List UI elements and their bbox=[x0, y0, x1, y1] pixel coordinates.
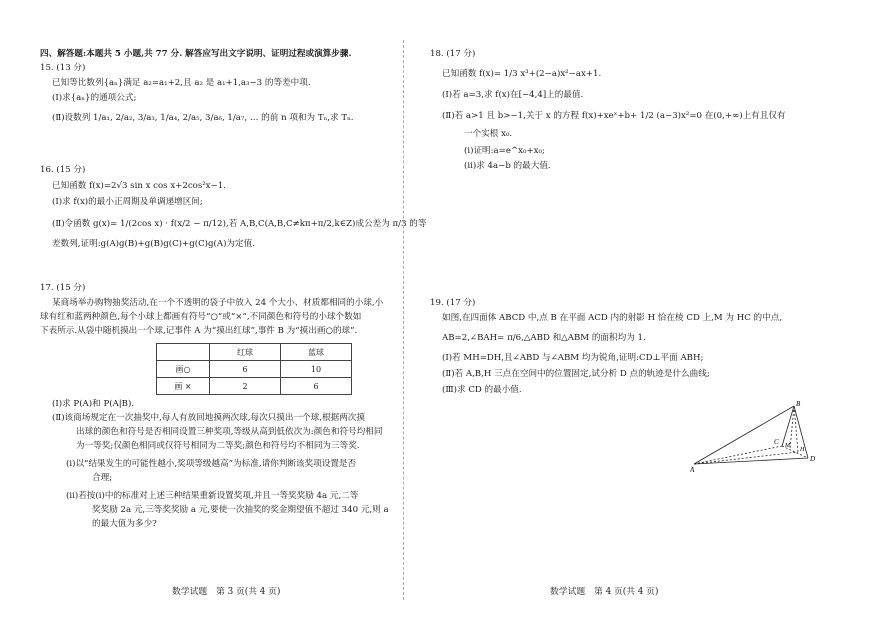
q17-stem-3: 下表所示.从袋中随机摸出一个球,记事件 A 为“摸出红球”,事件 B 为“摸出画○的球”. bbox=[40, 326, 358, 336]
q19-part3: (Ⅲ)求 CD 的最小值. bbox=[442, 385, 522, 395]
table-cell: 10 bbox=[281, 361, 352, 378]
q17-subpart-i: (ⅰ)以“结果发生的可能性越小,奖项等级越高”为标准,请你判断该奖项设置是否 bbox=[66, 459, 357, 469]
table-cell: 6 bbox=[281, 378, 352, 395]
q17-part1: (Ⅰ)求 P(A)和 P(A|B). bbox=[52, 399, 135, 409]
label-b: B bbox=[796, 400, 801, 408]
q17-part2-line2: 出球的颜色和符号是否相同设置三种奖项,等级从高到低依次为:颜色和符号均相同 bbox=[76, 427, 383, 437]
q16-heading: 16. (15 分) bbox=[40, 165, 86, 175]
q17-stem-1: 某商场举办购物抽奖活动,在一个不透明的袋子中放入 24 个大小、材质都相同的小球,小 bbox=[52, 298, 384, 308]
table-header-cell bbox=[157, 344, 210, 361]
q17-subpart-ii-cont2: 的最大值为多少? bbox=[92, 519, 157, 529]
q15-part2: (Ⅱ)设数列 1/a₁, 2/a₂, 3/a₃, 1/a₄, 2/a₅, 3/a₆, 1/a₇, … 的前 n 项和为 Tₙ,求 Tₙ. bbox=[52, 113, 354, 123]
label-a: A bbox=[690, 466, 695, 474]
q19-part2: (Ⅱ)若 A,B,H 三点在空间中的位置固定,试分析 D 点的轨迹是什么曲线; bbox=[442, 369, 710, 379]
q18-stem: 已知函数 f(x)= 1/3 x³+(2−a)x²−ax+1. bbox=[442, 69, 602, 79]
q17-heading: 17. (15 分) bbox=[40, 283, 86, 293]
q18-part1: (Ⅰ)若 a=3,求 f(x)在[−4,4]上的最值. bbox=[442, 90, 584, 100]
label-h: H bbox=[800, 447, 805, 453]
edge-ab bbox=[694, 406, 794, 464]
q19-heading: 19. (17 分) bbox=[430, 298, 476, 308]
label-c: C bbox=[774, 438, 779, 446]
q19-stem-1: 如图,在四面体 ABCD 中,点 B 在平面 ACD 内的射影 H 恰在棱 CD 上,M 为 HC 的中点, bbox=[442, 313, 783, 323]
q19-part1: (Ⅰ)若 MH=DH,且∠ABD 与∠ABM 均为锐角,证明:CD⊥平面 ABH; bbox=[442, 353, 704, 363]
table-header-cell: 红球 bbox=[210, 344, 281, 361]
q17-subpart-ii-cont1: 奖奖励 2a 元,三等奖奖励 a 元,要使一次抽奖的奖金期望值不超过 340 元,则 a bbox=[92, 505, 389, 515]
table-header-cell: 蓝球 bbox=[281, 344, 352, 361]
q17-part2-line1: (Ⅱ)该商场规定在一次抽奖中,每人有放回地摸两次球,每次只摸出一个球,根据两次摸 bbox=[52, 413, 365, 423]
page-4 bbox=[400, 0, 870, 630]
q17-subpart-i-cont: 合理; bbox=[92, 473, 113, 483]
page-footer: 数学试题 第 3 页(共 4 页) bbox=[172, 587, 281, 597]
tetrahedron-figure bbox=[690, 398, 820, 478]
q19-stem-2: AB=2,∠BAH= π/6,△ABD 和△ABM 的面积均为 1. bbox=[442, 333, 646, 343]
table-header-row bbox=[157, 344, 352, 361]
q17-stem-2: 球有红和蓝两种颜色,每个小球上都画有符号“○”或“×”,不同颜色和符号的小球个数如 bbox=[40, 312, 362, 322]
q15-part1: (Ⅰ)求{aₙ}的通项公式; bbox=[52, 93, 137, 103]
q17-subpart-ii: (ⅱ)若按(ⅰ)中的标准对上述三种结果重新设置奖项,并且一等奖奖励 4a 元,二等 bbox=[66, 491, 359, 501]
q15-stem: 已知等比数列{aₙ}满足 a₂=a₁+2,且 a₂ 是 a₁+1,a₃−3 的等差中项. bbox=[52, 78, 311, 88]
ball-count-table bbox=[156, 343, 352, 395]
q18-part2: (Ⅱ)若 a>1 且 b>−1,关于 x 的方程 f(x)+xeˣ+b+ 1/2 (a−3)x²=0 在(0,+∞)上有且仅有 bbox=[442, 111, 786, 121]
table-cell: 画○ bbox=[157, 361, 210, 378]
q17-part2-line3: 为一等奖;仅颜色相同或仅符号相同为二等奖;颜色和符号均不相同为三等奖. bbox=[76, 441, 360, 451]
q15-heading: 15. (13 分) bbox=[40, 63, 86, 73]
table-row bbox=[157, 378, 352, 395]
table-row bbox=[157, 361, 352, 378]
q16-part2-cont: 差数列,证明:g(A)g(B)+g(B)g(C)+g(C)g(A)为定值. bbox=[52, 239, 255, 249]
q18-subpart-ii: (ⅱ)求 4a−b 的最大值. bbox=[464, 161, 551, 171]
section-header: 四、解答题:本题共 5 小题,共 77 分. 解答应写出文字说明、证明过程或演算步骤. bbox=[40, 49, 352, 59]
q18-part2-cont: 一个实根 x₀. bbox=[464, 129, 513, 139]
page-footer: 数学试题 第 4 页(共 4 页) bbox=[550, 587, 659, 597]
table-cell: 画 × bbox=[157, 378, 210, 395]
q16-part2: (Ⅱ)令函数 g(x)= 1/(2cos x) · f(x/2 − π/12),若 A,B,C(A,B,C≠kπ+π/2,k∈Z)成公差为 π/3 的等 bbox=[52, 219, 427, 229]
table-cell: 2 bbox=[210, 378, 281, 395]
page-3 bbox=[0, 0, 427, 630]
label-d: D bbox=[810, 455, 816, 463]
q16-stem: 已知函数 f(x)=2√3 sin x cos x+2cos²x−1. bbox=[52, 181, 226, 191]
table-cell: 6 bbox=[210, 361, 281, 378]
q16-part1: (Ⅰ)求 f(x)的最小正周期及单调递增区间; bbox=[52, 197, 203, 207]
label-m: M bbox=[785, 443, 790, 449]
q18-heading: 18. (17 分) bbox=[430, 49, 476, 59]
edge-ad bbox=[694, 458, 808, 464]
segment-ah bbox=[694, 452, 798, 464]
q18-subpart-i: (ⅰ)证明:a=e^x₀+x₀; bbox=[464, 146, 545, 156]
